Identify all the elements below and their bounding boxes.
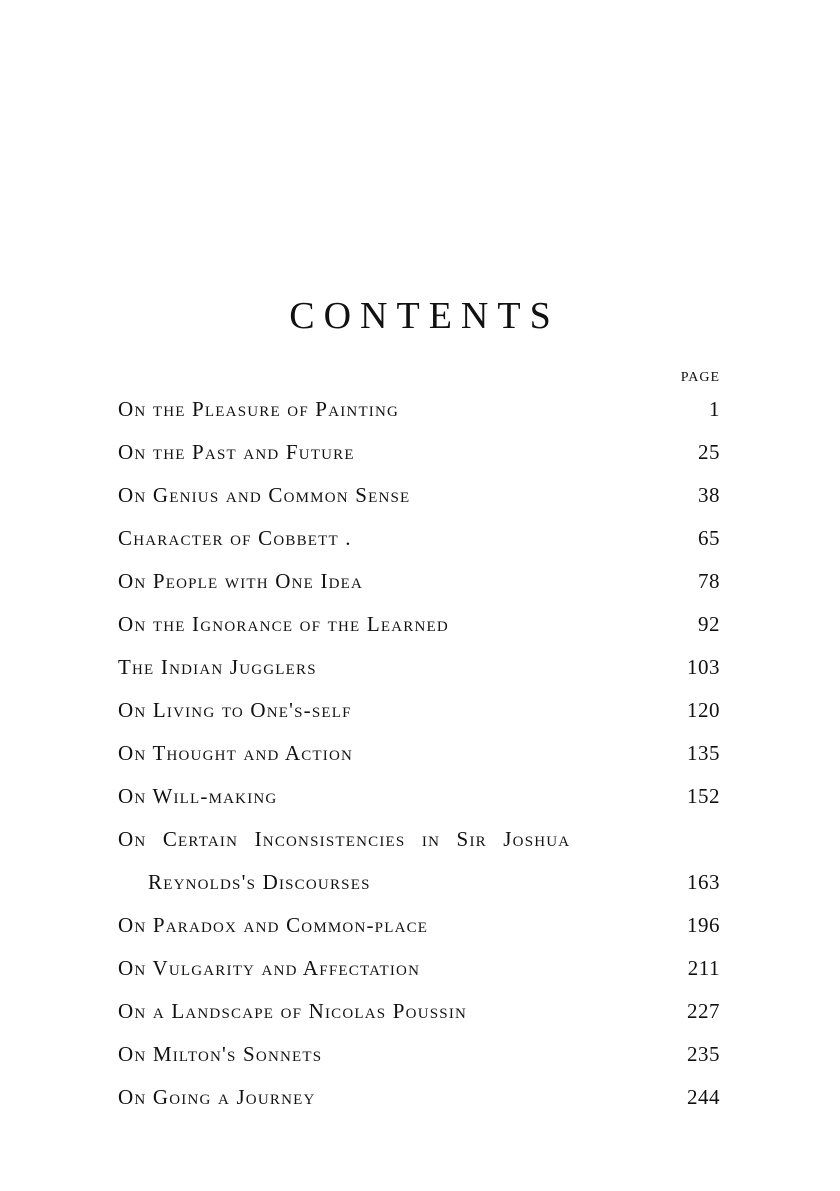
toc-entry-page: 227 (687, 999, 720, 1023)
toc-entry (118, 818, 720, 904)
toc-entry (118, 560, 720, 603)
toc-entry-page: 152 (687, 784, 720, 808)
toc-entry-title: On Living to One's-self (118, 698, 352, 722)
toc-entry (118, 646, 720, 689)
toc-entry-page: 1 (709, 397, 720, 421)
toc-entry-title-line1: On Certain Inconsistencies in Sir Joshua (118, 827, 571, 851)
toc-entry-title: On a Landscape of Nicolas Poussin (118, 999, 468, 1023)
toc-entry-title: On Thought and Action (118, 741, 354, 765)
toc-entry (118, 603, 720, 646)
toc-entry-title: On Paradox and Common-place (118, 913, 429, 937)
toc-entry-page: 235 (687, 1042, 720, 1066)
toc-entry-title: The Indian Jugglers (118, 655, 317, 679)
toc-entry-page: 163 (687, 870, 720, 894)
toc-entry (118, 689, 720, 732)
toc-entry (118, 388, 720, 431)
toc-entry-page: 92 (698, 612, 720, 636)
toc-entry-page: 120 (687, 698, 720, 722)
toc-entry-page: 25 (698, 440, 720, 464)
toc-entry (118, 990, 720, 1033)
toc-entry-page: 78 (698, 569, 720, 593)
toc-entry-title: On Going a Journey (118, 1085, 316, 1109)
toc-entry-title: On People with One Idea (118, 569, 364, 593)
toc-entry (118, 947, 720, 990)
toc-entry (118, 904, 720, 947)
toc-entry-title (118, 818, 658, 904)
toc-entry-page: 103 (687, 655, 720, 679)
toc-entry-title: On Genius and Common Sense (118, 483, 411, 507)
toc-entry (118, 474, 720, 517)
toc-entry-title: On the Past and Future (118, 440, 355, 464)
toc-entry (118, 775, 720, 818)
toc-entry-page: 211 (687, 956, 720, 980)
toc-entry-title-line2: Reynolds's Discourses (148, 870, 371, 894)
page-column-label: PAGE (680, 370, 720, 385)
table-of-contents (118, 388, 720, 1119)
toc-entry-page: 38 (698, 483, 720, 507)
toc-entry (118, 1033, 720, 1076)
toc-entry-title: Character of Cobbett . (118, 526, 352, 550)
toc-entry (118, 431, 720, 474)
page-title: CONTENTS (289, 295, 560, 337)
toc-entry (118, 732, 720, 775)
toc-entry-page: 65 (698, 526, 720, 550)
toc-entry (118, 517, 720, 560)
toc-entry-title: On the Pleasure of Painting (118, 397, 400, 421)
toc-entry-page: 196 (687, 913, 720, 937)
toc-entry-title: On Will-making (118, 784, 278, 808)
toc-entry-title: On Milton's Sonnets (118, 1042, 323, 1066)
toc-entry (118, 1076, 720, 1119)
toc-entry-title: On the Ignorance of the Learned (118, 612, 449, 636)
toc-entry-page: 135 (687, 741, 720, 765)
toc-entry-title: On Vulgarity and Affectation (118, 956, 421, 980)
toc-entry-page: 244 (687, 1085, 720, 1109)
